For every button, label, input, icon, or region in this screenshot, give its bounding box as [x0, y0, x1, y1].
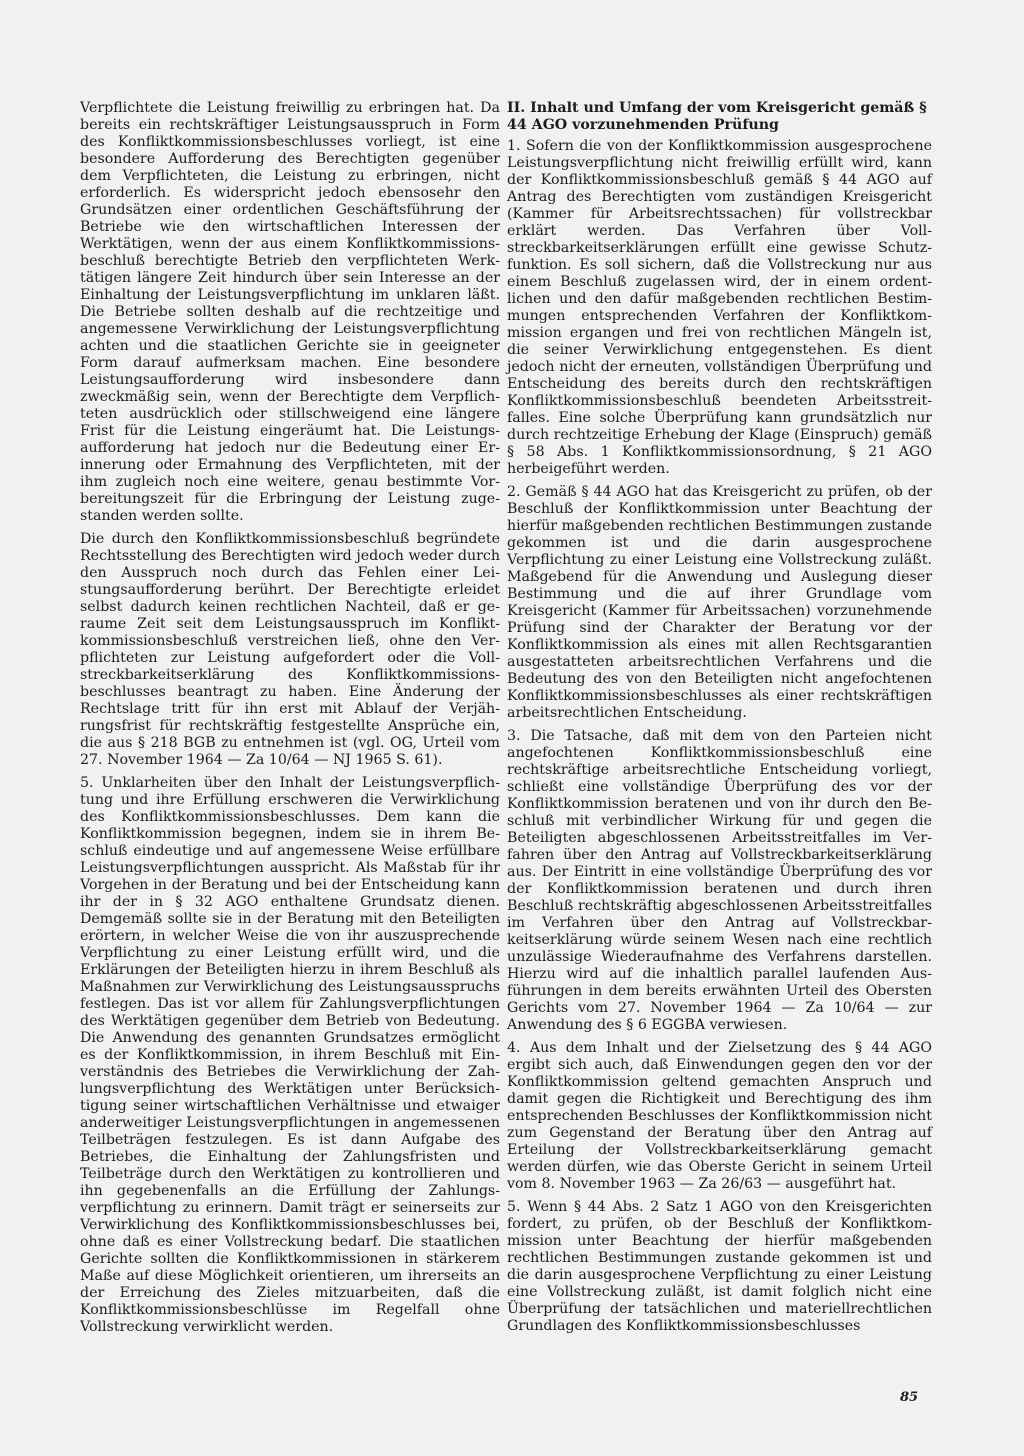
section-heading: II. Inhalt und Umfang der vom Kreisgericht gemäß § 44 AGO vorzunehmenden Prüfung	[507, 100, 927, 133]
paragraph: 1. Sofern die von der Konfliktkommission ausgesprochene Leistungsverpflichtung nicht freiwillig erfüllt wird, kann der Konfliktkommissionsbeschluß gemäß § 44 AGO auf Antrag des Berechtigten vom zuständigen Kreisgericht (Kammer für Arbeitsrechtssachen) für vollstreckbar erklärt werden. Das Verfahren über Vollstreckbarkeitserklärungen erfüllt eine gewisse Schutzfunktion. Es soll sichern, daß die Vollstreckung nur aus einem Beschluß zugelassen wird, der in einem ordentlichen und den dafür maßgebenden rechtlichen Bestimmungen entsprechenden Verfahren der Konfliktkommission ergangen und frei von rechtlichen Mängeln ist, die seiner Verwirklichung entgegenstehen. Es dient jedoch nicht der erneuten, vollständigen Überprüfung und Entscheidung des bereits durch den rechtskräftigen Konfliktkommissionsbeschluß beendeten Arbeitsstreitfalles. Eine solche Überprüfung kann grundsätzlich nur durch rechtzeitige Erhebung der Klage (Einspruch) gemäß § 58 Abs. 1 Konfliktkommissionsordnung, § 21 AGO herbeigeführt werden.	[507, 138, 933, 477]
page-number: 85	[900, 1390, 919, 1405]
paragraph: 4. Aus dem Inhalt und der Zielsetzung des § 44 AGO ergibt sich auch, daß Einwendungen gegen den vor der Konfliktkommission geltend gemachten Anspruch und damit gegen die Richtigkeit und Berechtigung des ihm entsprechenden Beschlusses der Konfliktkommission nicht zum Gegenstand der Beratung über den Antrag auf Erteilung der Vollstreckbarkeitserklärung gemacht werden dürfen, wie das Oberste Gericht in seinem Urteil vom 8. November 1963 — Za 26/63 — ausgeführt hat.	[507, 1040, 932, 1192]
paragraph: 3. Die Tatsache, daß mit dem von den Parteien nicht angefochtenen Konfliktkommissionsbeschluß eine rechtskräftige arbeitsrechtliche Entscheidung vorliegt, schließt eine vollständige Überprüfung des vor der Konfliktkommission beratenen und von ihr durch den Beschluß mit verbindlicher Wirkung für und gegen die Beteiligten abgeschlossenen Arbeitsstreitfalles im Verfahren über den Antrag auf Vollstreckbarkeitserklärung aus. Der Eintritt in eine vollständige Überprüfung des vor der Konfliktkommission beratenen und durch ihren Beschluß rechtskräftig abgeschlossenen Arbeitsstreitfalles im Verfahren über den Antrag auf Vollstreckbarkeitserklärung würde seinem Wesen nach eine rechtlich unzulässige Wiederaufnahme des Verfahrens darstellen. Hierzu wird auf die inhaltlich parallel laufenden Ausführungen in dem bereits erwähnten Urteil des Obersten Gerichts vom 27. November 1964 — Za 10/64 — zur Anwendung des § 6 EGGBA verwiesen.	[507, 728, 932, 1033]
paragraph: 2. Gemäß § 44 AGO hat das Kreisgericht zu prüfen, ob der Beschluß der Konfliktkommission unter Beachtung der hierfür maßgebenden rechtlichen Bestimmungen zustande gekommen ist und die darin ausgesprochene Verpflichtung zu einer Leistung eine Vollstreckung zuläßt. Maßgebend für die Anwendung und Auslegung dieser Bestimmung und die auf ihrer Grundlage vom Kreisgericht (Kammer für Arbeitssachen) vorzunehmende Prüfung sind der Charakter der Beratung vor der Konfliktkommission als eines mit allen Rechtsgarantien ausgestatteten arbeitsrechtlichen Verfahrens und die Bedeutung des von den Beteiligten nicht angefochtenen Konfliktkommissionsbeschlusses als einer rechtskräftigen arbeitsrechtlichen Entscheidung.	[507, 484, 932, 721]
paragraph: Verpflichtete die Leistung freiwillig zu erbringen hat. Da bereits ein rechtskräftiger Leistungsausspruch in Form des Konfliktkommissionsbeschlusses vorliegt, ist eine besondere Aufforderung des Berechtigten gegenüber dem Verpflichteten, die Leistung zu erbringen, nicht erforderlich. Es widerspricht jedoch ebensosehr den Grundsätzen einer ordentlichen Geschäftsführung der Betriebe wie den wirtschaftlichen Interessen der Werktätigen, wenn der aus einem Konfliktkommissionsbeschluß berechtigte Betrieb den verpflichteten Werktätigen längere Zeit hindurch über sein Interesse an der Einhaltung der Leistungsverpflichtung im unklaren läßt. Die Betriebe sollten deshalb auf die rechtzeitige und angemessene Verwirklichung der Leistungsverpflichtung achten und die staatlichen Gerichte sie in geeigneter Form darauf aufmerksam machen. Eine besondere Leistungsaufforderung wird insbesondere dann zweckmäßig sein, wenn der Berechtigte dem Verpflichteten ausdrücklich oder stillschweigend eine längere Frist für die Leistung eingeräumt hat. Die Leistungsaufforderung hat jedoch nur die Bedeutung einer Erinnerung oder Ermahnung des Verpflichteten, mit der ihm zugleich noch eine weitere, genau bestimmte Vorbereitungszeit für die Erbringung der Leistung zugestanden werden sollte.	[80, 100, 500, 524]
right-column	[507, 100, 932, 1341]
paragraph: 5. Unklarheiten über den Inhalt der Leistungsverpflichtung und ihre Erfüllung erschweren die Verwirklichung des Konfliktkommissionsbeschlusses. Dem kann die Konfliktkommission begegnen, indem sie in ihrem Beschluß eindeutige und auf angemessene Weise erfüllbare Leistungsverpflichtungen ausspricht. Als Maßstab für ihr Vorgehen in der Beratung und bei der Entscheidung kann ihr der in § 32 AGO enthaltene Grundsatz dienen. Demgemäß sollte sie in der Beratung mit den Beteiligten erörtern, in welcher Weise die von ihr auszusprechende Verpflichtung zu einer Leistung erfüllt wird, und die Erklärungen der Beteiligten hierzu in ihrem Beschluß als Maßnahmen zur Verwirklichung des Leistungsausspruchs festlegen. Das ist vor allem für Zahlungsverpflichtungen des Werktätigen gegenüber dem Betrieb von Bedeutung. Die Anwendung des genannten Grundsatzes ermöglicht es der Konfliktkommission, in ihrem Beschluß mit Einverständnis des Betriebes die Verwirklichung der Zahlungsverpflichtung des Werktätigen unter Berücksichtigung seiner wirtschaftlichen Verhältnisse und etwaiger anderweitiger Leistungsverpflichtungen in angemessenen Teilbeträgen festzulegen. Es ist dann Aufgabe des Betriebes, die Einhaltung der Zahlungsfristen und Teilbeträge durch den Werktätigen zu kontrollieren und ihn gegebenenfalls an die Erfüllung der Zahlungsverpflichtung zu erinnern. Damit trägt er seinerseits zur Verwirklichung des Konfliktkommissionsbeschlusses bei, ohne daß es einer Vollstreckung bedarf. Die staatlichen Gerichte sollten die Konfliktkommissionen in stärkerem Maße auf diese Möglichkeit orientieren, um ihrerseits an der Erreichung des Zieles mitzuarbeiten, daß die Konfliktkommissionsbeschlüsse im Regelfall ohne Vollstreckung verwirklicht werden.	[80, 775, 500, 1335]
paragraph: 5. Wenn § 44 Abs. 2 Satz 1 AGO von den Kreisgerichten fordert, zu prüfen, ob der Beschluß der Konfliktkommission unter Beachtung der hierfür maßgebenden rechtlichen Bestimmungen zustande gekommen ist und die darin ausgesprochene Verpflichtung zu einer Leistung eine Vollstreckung zuläßt, ist damit folglich nicht eine Überprüfung der tatsächlichen und materiellrechtlichen Grundlagen des Konfliktkommissionsbeschlusses	[507, 1199, 932, 1334]
left-column	[80, 100, 500, 1342]
paragraph: Die durch den Konfliktkommissionsbeschluß begründete Rechtsstellung des Berechtigten wird jedoch weder durch den Ausspruch noch durch das Fehlen einer Leistungsaufforderung berührt. Der Berechtigte erleidet selbst dadurch keinen rechtlichen Nachteil, daß er geraume Zeit seit dem Leistungsausspruch im Konfliktkommissionsbeschluß verstreichen ließ, ohne den Verpflichteten zur Leistung aufgefordert oder die Vollstreckbarkeitserklärung des Konfliktkommissionsbeschlusses beantragt zu haben. Eine Änderung der Rechtslage tritt für ihn erst mit Ablauf der Verjährungsfrist für rechtskräftig festgestellte Ansprüche ein, die aus § 218 BGB zu entnehmen ist (vgl. OG, Urteil vom 27. November 1964 — Za 10/64 — NJ 1965 S. 61).	[80, 531, 500, 768]
